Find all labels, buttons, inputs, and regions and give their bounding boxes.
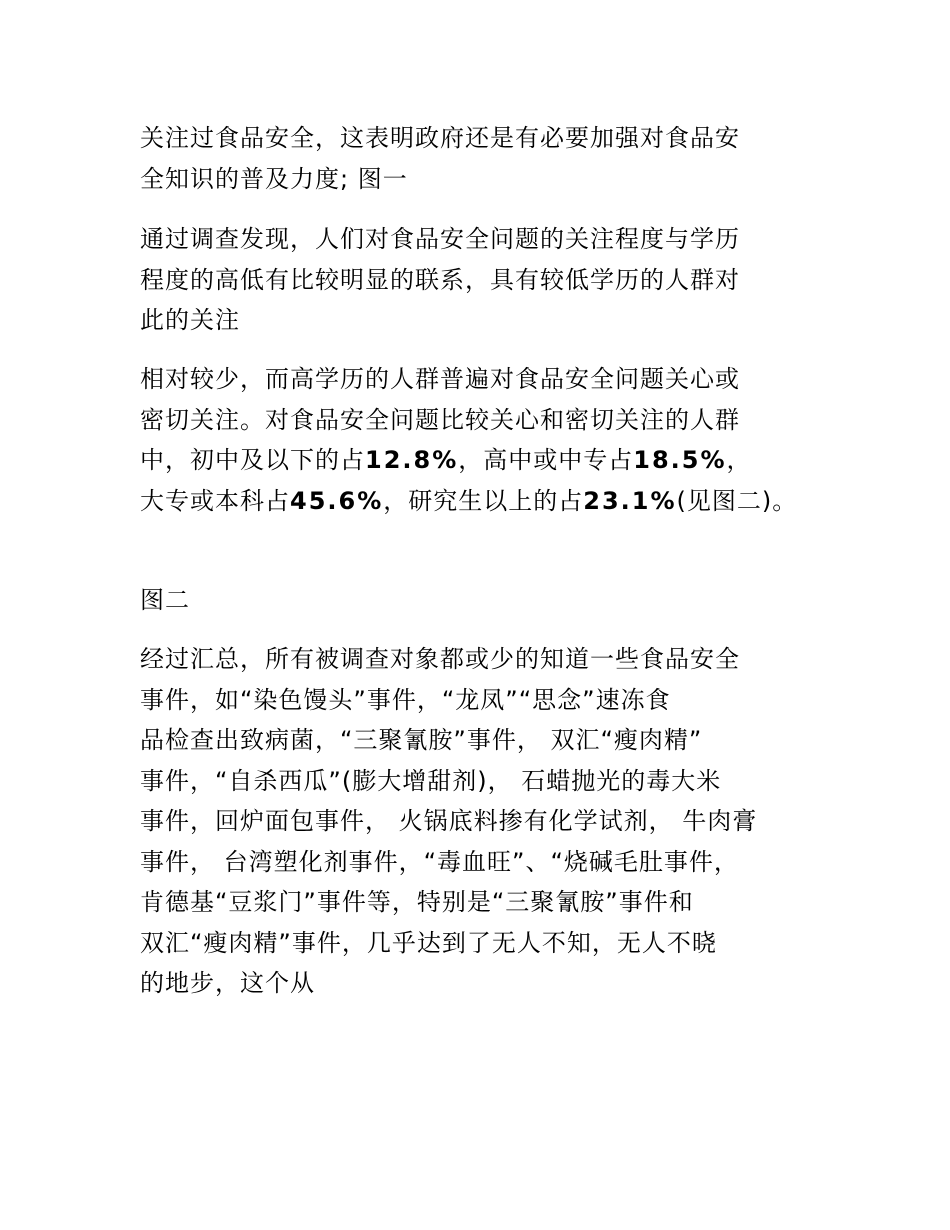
text-line: 品检查出致病菌，“三聚氰胺”事件， 双汇“瘦肉精”: [140, 726, 703, 754]
paragraph-food-safety-awareness: [140, 118, 830, 199]
text-line: 事件， 台湾塑化剂事件，“毒血旺”、“烧碱毛肚事件，: [140, 847, 739, 876]
paragraph-food-safety-incidents: [140, 639, 830, 1004]
text-line: 肯德基“豆浆门”事件等，特别是“三聚氰胺”事件和: [140, 888, 694, 916]
text-segment: ，: [726, 446, 752, 474]
text-line: 关注过食品安全，这表明政府还是有必要加强对食品安: [140, 124, 740, 152]
text-line: 的地步，这个从: [140, 969, 315, 997]
text-line: 程度的高低有比较明显的联系，具有较低学历的人群对: [140, 265, 740, 294]
text-line: 全知识的普及力度; 图一: [140, 164, 408, 193]
percent-junior-high: 12.8%: [365, 446, 459, 474]
percent-postgraduate: 23.1%: [583, 486, 677, 515]
text-line: 事件，如“染色馒头”事件，“龙凤”“思念”速冻食: [140, 685, 671, 714]
text-line: [140, 481, 830, 522]
paragraph-education-correlation: [140, 219, 830, 341]
text-line: 此的关注: [140, 306, 240, 334]
text-segment: 中，初中及以下的占: [140, 446, 365, 474]
text-line: 经过汇总，所有被调查对象都或少的知道一些食品安全: [140, 645, 740, 673]
text-line: 相对较少，而高学历的人群普遍对食品安全问题关心或: [140, 365, 740, 393]
percent-high-school: 18.5%: [633, 446, 727, 474]
text-line: 双汇“瘦肉精”事件，几乎达到了无人不知，无人不晓: [140, 928, 717, 957]
percent-college: 45.6%: [290, 486, 384, 515]
text-line: 事件，回炉面包事件， 火锅底料掺有化学试剂， 牛肉膏: [140, 807, 758, 835]
figure-2-caption: [140, 580, 830, 621]
text-line: 图二: [140, 586, 190, 614]
text-line: 密切关注。对食品安全问题比较关心和密切关注的人群: [140, 405, 740, 434]
text-line: 事件，“自杀西瓜”(膨大增甜剂)， 石蜡抛光的毒大米: [140, 766, 722, 795]
text-line: [140, 440, 830, 481]
text-segment: 大专或本科占: [140, 486, 290, 515]
text-segment: (见图二)。: [676, 486, 798, 515]
paragraph-education-percentages: [140, 359, 830, 521]
text-segment: ，高中或中专占: [458, 446, 634, 474]
text-segment: ，研究生以上的占: [383, 486, 584, 515]
text-line: 通过调查发现，人们对食品安全问题的关注程度与学历: [140, 225, 740, 253]
